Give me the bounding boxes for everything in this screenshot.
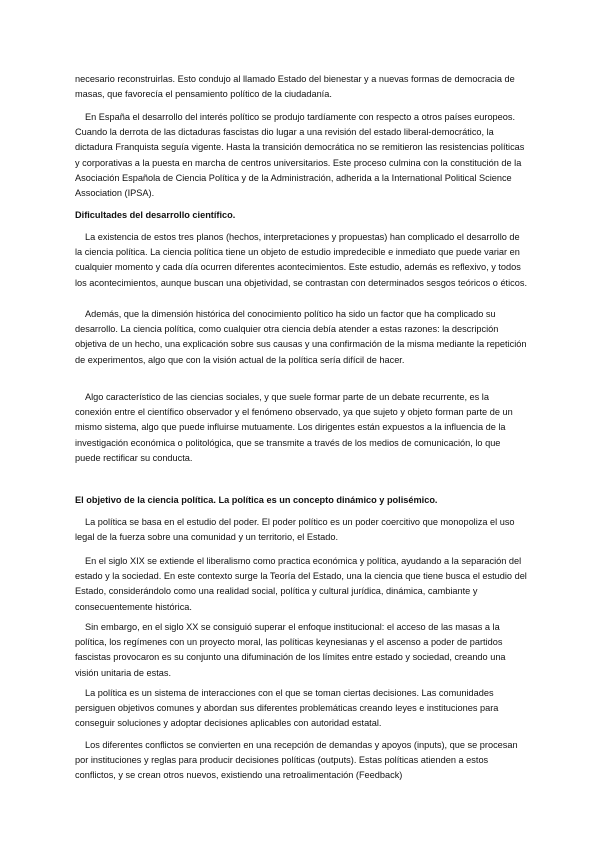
paragraph-dimension-historica: Además, que la dimensión histórica del conocimiento político ha sido un factor que ha complicado su desarrollo. La ciencia política, como cualquier otra ciencia debía atender a estas razones: la descripción objetiva de un hecho, una explicación sobre sus causas y una confirmación de la misma mediante la repetición de experimentos, algo que con la visión actual de la política sería difícil de hacer. [75,309,527,365]
paragraph-tres-planos: La existencia de estos tres planos (hechos, interpretaciones y propuestas) han complicado el desarrollo de la ciencia política. La ciencia política tiene un objeto de estudio impredecible e inmediato que puede variar en cualquier momento y cada día ocurren diferentes acontecimientos. Este estudio, además es reflexivo, y todos los acontecimientos, aunque buscan una objetividad, se contrastan con determinados sesgos teóricos o éticos. [75,232,527,288]
paragraph-sistema-interacciones: La política es un sistema de interacciones con el que se toman ciertas decisiones. Las comunidades persiguen objetivos comunes y abordan sus diferentes problemáticas creando leyes e instituciones para conseguir soluciones y adoptar decisiones aplicables con autoridad estatal. [75,688,499,729]
section-heading-dificultades: Dificultades del desarrollo científico. [75,210,236,220]
paragraph-siglo-xx: Sin embargo, en el siglo XX se consiguió superar el enfoque institucional: el acceso de las masas a la política, los regímenes con un proyecto moral, las políticas keynesianas y el ascenso a poder de partidos fascistas provocaron es su conjunto una difuminación de los límites entre estado y sociedad, creando una visión unitaria de estas. [75,622,506,678]
paragraph-ciencias-sociales: Algo característico de las ciencias sociales, y que suele formar parte de un debate recurrente, es la conexión entre el científico observador y el fenómeno observado, ya que sujeto y objeto forman parte de un mismo sistema, algo que puede influirse mutuamente. Los dirigentes están expuestos a la influencia de la investigación económica o politológica, que se transmite a través de los medios de comunicación, lo que puede rectificar su conducta. [75,392,513,463]
paragraph-siglo-xix: En el siglo XIX se extiende el liberalismo como practica económica y política, ayudando a la separación del estado y la sociedad. En este contexto surge la Teoría del Estado, una la ciencia que tiene busca el estudio del Estado, considerándolo como una realidad social, política y cultural jurídica, dinámica, cambiante y consecuentemente histórica. [75,556,527,612]
section-heading-objetivo: El objetivo de la ciencia política. La política es un concepto dinámico y polisémico. [75,495,438,505]
paragraph-espana-desarrollo: En España el desarrollo del interés político se produjo tardíamente con respecto a otros países europeos. Cuando la derrota de las dictaduras fascistas dio lugar a una revisión del estado liberal-democrático, la dictadura Franquista seguía vigente. Hasta la transición democrática no se remitieron las resistencias políticas y corporativas a la puesta en marcha de centros universitarios. Este proceso culmina con la constitución de la Asociación Española de Ciencia Política y de la Administración, adherida a la International Political Science Association (IPSA). [75,112,525,199]
paragraph-conflictos: Los diferentes conflictos se convierten en una recepción de demandas y apoyos (inputs), que se procesan por instituciones y reglas para producir decisiones políticas (outputs). Estas políticas atienden a estos conflictos, y se crean otros nuevos, existiendo una retroalimentación (Feedback) [75,740,518,781]
paragraph-estudio-poder: La política se basa en el estudio del poder. El poder político es un poder coercitivo que monopoliza el uso legal de la fuerza sobre una comunidad y un territorio, el Estado. [75,517,515,543]
paragraph-estado-bienestar: necesario reconstruirlas. Esto condujo al llamado Estado del bienestar y a nuevas formas de democracia de masas, que favorecía el pensamiento político de la ciudadanía. [75,74,515,100]
